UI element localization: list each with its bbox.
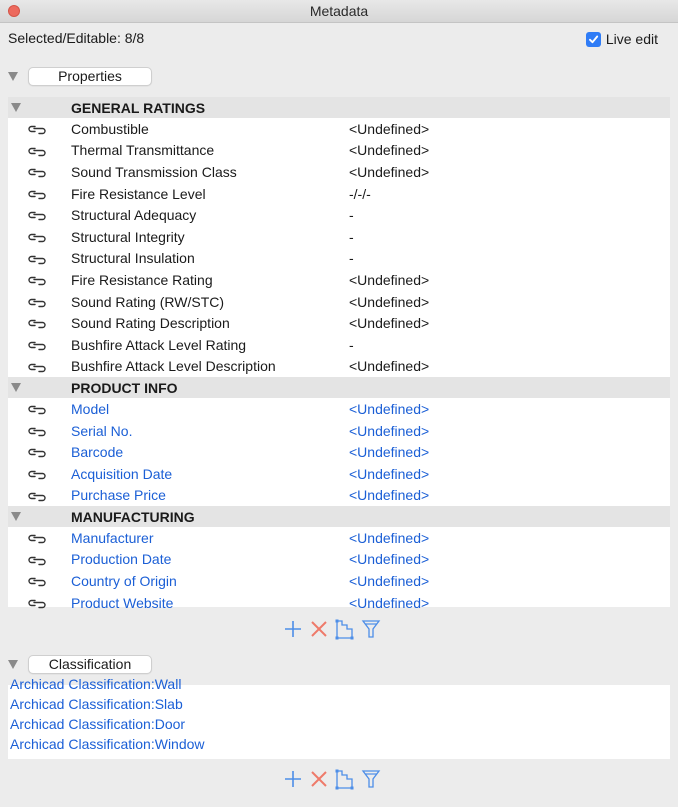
- property-name: Production Date: [71, 551, 172, 568]
- property-row[interactable]: [8, 463, 670, 485]
- classification-item[interactable]: Archicad Classification:Wall: [10, 676, 182, 692]
- property-name: Sound Rating Description: [71, 315, 230, 332]
- property-name: Acquisition Date: [71, 465, 173, 482]
- property-name: Manufacturer: [71, 529, 154, 546]
- link-icon: [28, 145, 46, 161]
- property-value[interactable]: <Undefined>: [349, 142, 430, 159]
- property-value[interactable]: <Undefined>: [349, 551, 430, 568]
- property-value[interactable]: <Undefined>: [349, 444, 430, 461]
- filter-icon[interactable]: [361, 768, 381, 790]
- property-row[interactable]: [8, 441, 670, 463]
- link-icon: [28, 166, 46, 182]
- property-value[interactable]: <Undefined>: [349, 400, 430, 417]
- link-icon: [28, 575, 46, 591]
- property-name: Purchase Price: [71, 487, 166, 504]
- property-row[interactable]: [8, 420, 670, 442]
- collapse-triangle-icon[interactable]: [11, 103, 21, 112]
- shape-icon[interactable]: [335, 768, 355, 790]
- properties-toolbar: [0, 618, 678, 644]
- link-icon: [28, 425, 46, 441]
- link-icon: [28, 554, 46, 570]
- property-row[interactable]: [8, 204, 670, 226]
- group-header[interactable]: [8, 506, 670, 527]
- property-value[interactable]: <Undefined>: [349, 293, 430, 310]
- property-name: Sound Transmission Class: [71, 163, 237, 180]
- property-value[interactable]: -/-/-: [349, 185, 371, 202]
- live-edit-label: Live edit: [605, 31, 658, 47]
- property-name: Product Website: [71, 594, 174, 611]
- property-value[interactable]: -: [349, 207, 354, 224]
- group-header[interactable]: [8, 97, 670, 118]
- classification-item[interactable]: Archicad Classification:Slab: [10, 696, 183, 712]
- property-name: Serial No.: [71, 422, 133, 439]
- link-icon: [28, 231, 46, 247]
- selected-editable-count: Selected/Editable: 8/8: [8, 30, 145, 46]
- group-name: GENERAL RATINGS: [71, 99, 206, 116]
- collapse-triangle-icon[interactable]: [11, 383, 21, 392]
- property-name: Structural Adequacy: [71, 207, 197, 224]
- property-value[interactable]: <Undefined>: [349, 120, 430, 137]
- link-icon: [28, 597, 46, 613]
- classification-toolbar: [0, 768, 678, 794]
- link-icon: [28, 317, 46, 333]
- link-icon: [28, 446, 46, 462]
- link-icon: [28, 339, 46, 355]
- link-icon: [28, 532, 46, 548]
- property-row[interactable]: [8, 592, 670, 614]
- classification-item[interactable]: Archicad Classification:Door: [10, 716, 186, 732]
- property-row[interactable]: [8, 312, 670, 334]
- property-value[interactable]: <Undefined>: [349, 315, 430, 332]
- collapse-triangle-icon[interactable]: [11, 512, 21, 521]
- classification-section-header: [0, 654, 152, 674]
- property-name: Model: [71, 400, 110, 417]
- property-name: Fire Resistance Level: [71, 185, 206, 202]
- delete-icon[interactable]: [309, 768, 329, 790]
- property-value[interactable]: <Undefined>: [349, 465, 430, 482]
- link-icon: [28, 468, 46, 484]
- link-icon: [28, 209, 46, 225]
- property-value[interactable]: <Undefined>: [349, 358, 430, 375]
- property-row[interactable]: [8, 356, 670, 378]
- property-name: Country of Origin: [71, 573, 177, 590]
- classification-button[interactable]: Classification: [28, 655, 152, 674]
- property-row[interactable]: [8, 570, 670, 592]
- classification-item[interactable]: Archicad Classification:Window: [10, 736, 205, 752]
- shape-icon[interactable]: [335, 618, 355, 640]
- add-icon[interactable]: [283, 618, 303, 640]
- property-row[interactable]: [8, 334, 670, 356]
- title-bar: [0, 0, 678, 23]
- link-icon: [28, 361, 46, 377]
- link-icon: [28, 403, 46, 419]
- window-title: Metadata: [309, 3, 369, 19]
- live-edit-toggle[interactable]: [586, 31, 658, 47]
- property-value[interactable]: <Undefined>: [349, 271, 430, 288]
- link-icon: [28, 274, 46, 290]
- property-name: Combustible: [71, 120, 149, 137]
- property-name: Bushfire Attack Level Description: [71, 358, 276, 375]
- properties-list[interactable]: [8, 97, 670, 611]
- properties-section-header: [0, 66, 152, 86]
- add-icon[interactable]: [283, 768, 303, 790]
- property-value[interactable]: <Undefined>: [349, 529, 430, 546]
- property-value[interactable]: -: [349, 336, 354, 353]
- property-value[interactable]: -: [349, 250, 354, 267]
- property-row[interactable]: [8, 140, 670, 162]
- property-row[interactable]: [8, 398, 670, 420]
- property-value[interactable]: <Undefined>: [349, 573, 430, 590]
- property-row[interactable]: [8, 291, 670, 313]
- property-value[interactable]: -: [349, 228, 354, 245]
- property-row[interactable]: [8, 248, 670, 270]
- property-name: Sound Rating (RW/STC): [71, 293, 225, 310]
- collapse-triangle-icon[interactable]: [8, 72, 18, 81]
- link-icon: [28, 296, 46, 312]
- property-row[interactable]: [8, 226, 670, 248]
- property-value[interactable]: <Undefined>: [349, 487, 430, 504]
- property-name: Barcode: [71, 444, 124, 461]
- collapse-triangle-icon[interactable]: [8, 660, 18, 669]
- group-name: PRODUCT INFO: [71, 379, 178, 396]
- property-row[interactable]: [8, 161, 670, 183]
- property-name: Bushfire Attack Level Rating: [71, 336, 247, 353]
- property-name: Structural Insulation: [71, 250, 195, 267]
- property-name: Fire Resistance Rating: [71, 271, 213, 288]
- property-value[interactable]: <Undefined>: [349, 422, 430, 439]
- property-value[interactable]: <Undefined>: [349, 594, 430, 611]
- group-header[interactable]: [8, 377, 670, 398]
- property-name: Thermal Transmittance: [71, 142, 215, 159]
- link-icon: [28, 490, 46, 506]
- property-row[interactable]: [8, 269, 670, 291]
- properties-button[interactable]: Properties: [28, 67, 152, 86]
- filter-icon[interactable]: [361, 618, 381, 640]
- property-row[interactable]: [8, 183, 670, 205]
- property-row[interactable]: [8, 527, 670, 549]
- group-name: MANUFACTURING: [71, 508, 195, 525]
- link-icon: [28, 123, 46, 139]
- link-icon: [28, 253, 46, 269]
- link-icon: [28, 188, 46, 204]
- classification-list[interactable]: [8, 676, 670, 759]
- property-row[interactable]: [8, 549, 670, 571]
- property-name: Structural Integrity: [71, 228, 185, 245]
- property-row[interactable]: [8, 118, 670, 140]
- property-row[interactable]: [8, 485, 670, 507]
- property-value[interactable]: <Undefined>: [349, 163, 430, 180]
- delete-icon[interactable]: [309, 618, 329, 640]
- live-edit-checkbox[interactable]: [586, 32, 601, 47]
